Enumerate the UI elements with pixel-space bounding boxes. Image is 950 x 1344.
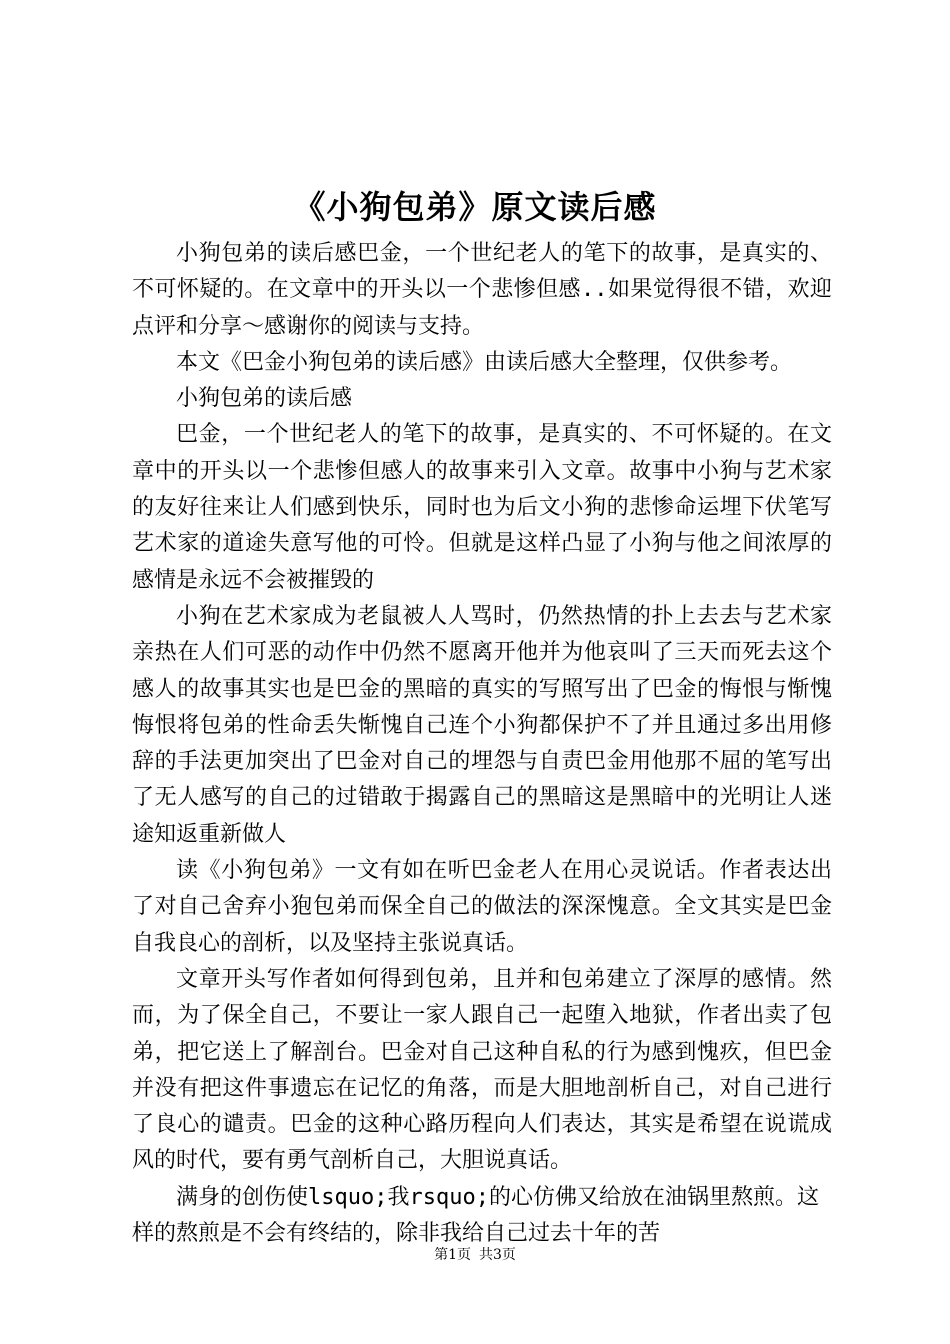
paragraph: 满身的创伤使lsquo;我rsquo;的心仿佛又给放在油锅里熬煎。这样的熬煎是不会有终结的，除非我给自己过去十年的苦 [132, 1184, 819, 1247]
paragraph: 小狗包弟的读后感巴金，一个世纪老人的笔下的故事，是真实的、不可怀疑的。在文章中的开头以一个悲惨但感..如果觉得很不错，欢迎点评和分享～感谢你的阅读与支持。 [132, 241, 832, 339]
paragraph: 巴金，一个世纪老人的笔下的故事，是真实的、不可怀疑的。在文章中的开头以一个悲惨但感人的故事来引入文章。故事中小狗与艺术家的友好往来让人们感到快乐，同时也为后文小狗的悲惨命运埋下伏笔写艺术家的道途失意写他的可怜。但就是这样凸显了小狗与他之间浓厚的感情是永远不会被摧毁的 [132, 422, 832, 593]
page-footer [0, 1245, 950, 1265]
paragraph: 本文《巴金小狗包弟的读后感》由读后感大全整理，仅供参考。 [176, 349, 793, 375]
section-heading: 小狗包弟的读后感 [176, 386, 353, 412]
paragraph: 文章开头写作者如何得到包弟，且并和包弟建立了深厚的感情。然而，为了保全自己，不要让一家人跟自己一起堕入地狱，作者出卖了包弟，把它送上了解剖台。巴金对自己这种自私的行为感到愧疚，但巴金并没有把这件事遗忘在记忆的角落，而是大胆地剖析自己，对自己进行了良心的谴责。巴金的这种心路历程向人们表达，其实是希望在说谎成风的时代，要有勇气剖析自己，大胆说真话。 [132, 966, 832, 1174]
paragraph: 读《小狗包弟》一文有如在听巴金老人在用心灵说话。作者表达出了对自己舍弃小狍包弟而保全自己的做法的深深愧意。全文其实是巴金自我良心的剖析，以及坚持主张说真话。 [132, 858, 832, 956]
document-title: 《小狗包弟》原文读后感 [293, 188, 657, 226]
page-total: 共3页 [479, 1247, 516, 1263]
page-number: 第1页 [434, 1247, 471, 1263]
paragraph: 小狗在艺术家成为老鼠被人人骂时，仍然热情的扑上去去与艺术家亲热在人们可恶的动作中仍然不愿离开他并为他哀叫了三天而死去这个感人的故事其实也是巴金的黑暗的真实的写照写出了巴金的悔恨与惭愧悔恨将包弟的性命丢失惭愧自己连个小狗都保护不了并且通过多出用修辞的手法更加突出了巴金对自己的埋怨与自责巴金用他那不屈的笔写出了无人感写的自己的过错敢于揭露自己的黑暗这是黑暗中的光明让人迷途知返重新做人 [132, 603, 832, 847]
document-body [132, 236, 832, 1252]
